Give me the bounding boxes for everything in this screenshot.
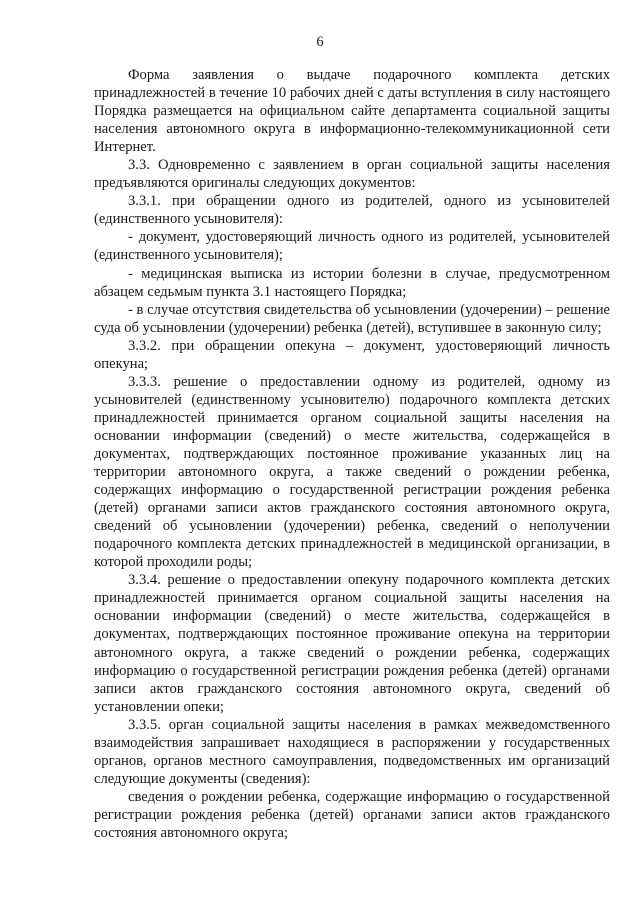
paragraph-3-3-3: 3.3.3. решение о предоставлении одному из родителей, одному из усыновителей (единственному усыновителю) подарочного комплекта детских принадлежностей принимается органом социальной защиты населения на основании информации (сведений) о месте жительства, содержащейся в документах, подтверждающих постоянное проживание указанных лиц на территории автономного округа, а также сведений о рождении ребенка, содержащих информацию о государственной регистрации рождения ребенка (детей) органами записи актов гражданского состояния автономного округа, сведений об усыновлении (удочерении) ребенка, сведений о неполучении подарочного комплекта детских принадлежностей в медицинской организации, в которой проходили роды; bbox=[94, 373, 610, 571]
list-item-identity-document: - документ, удостоверяющий личность одного из родителей, усыновителей (единственного усыновителя); bbox=[94, 229, 610, 264]
list-item-court-decision: - в случае отсутствия свидетельства об усыновлении (удочерении) – решение суда об усыновлении (удочерении) ребенка (детей), вступившее в законную силу; bbox=[94, 301, 610, 336]
paragraph-form-availability: Форма заявления о выдаче подарочного комплекта детских принадлежностей в течение 10 рабочих дней с даты вступления в силу настоящего Порядка размещается на официальном сайте департамента социальной защиты населения автономного округа в информационно-телекоммуникационной сети Интернет. bbox=[94, 67, 610, 156]
paragraph-3-3-5: 3.3.5. орган социальной защиты населения в рамках межведомственного взаимодействия запрашивает находящиеся в распоряжении у государственных органов, органов местного самоуправления, подведомственных им организаций следующие документы (сведения): bbox=[94, 716, 610, 787]
paragraph-birth-information: сведения о рождении ребенка, содержащие информацию о государственной регистрации рождения ребенка (детей) органами записи актов гражданского состояния автономного округа; bbox=[94, 788, 610, 841]
page-number: 6 bbox=[316, 34, 324, 50]
paragraph-3-3-4: 3.3.4. решение о предоставлении опекуну подарочного комплекта детских принадлежностей принимается органом социальной защиты населения на основании информации (сведений) о месте жительства, содержащейся в документах, подтверждающих постоянное проживание опекуна на территории автономного округа, а также сведений о рождении ребенка, содержащих информацию о государственной регистрации рождения ребенка (детей) органами записи актов гражданского состояния автономного округа, сведений об установлении опеки; bbox=[94, 572, 610, 715]
document-body bbox=[94, 66, 610, 842]
list-item-medical-extract: - медицинская выписка из истории болезни в случае, предусмотренном абзацем седьмым пункта 3.1 настоящего Порядка; bbox=[94, 265, 610, 300]
paragraph-3-3: 3.3. Одновременно с заявлением в орган социальной защиты населения предъявляются оригиналы следующих документов: bbox=[94, 157, 610, 192]
paragraph-3-3-2: 3.3.2. при обращении опекуна – документ, удостоверяющий личность опекуна; bbox=[94, 337, 610, 372]
paragraph-3-3-1: 3.3.1. при обращении одного из родителей, одного из усыновителей (единственного усыновителя): bbox=[94, 193, 610, 228]
